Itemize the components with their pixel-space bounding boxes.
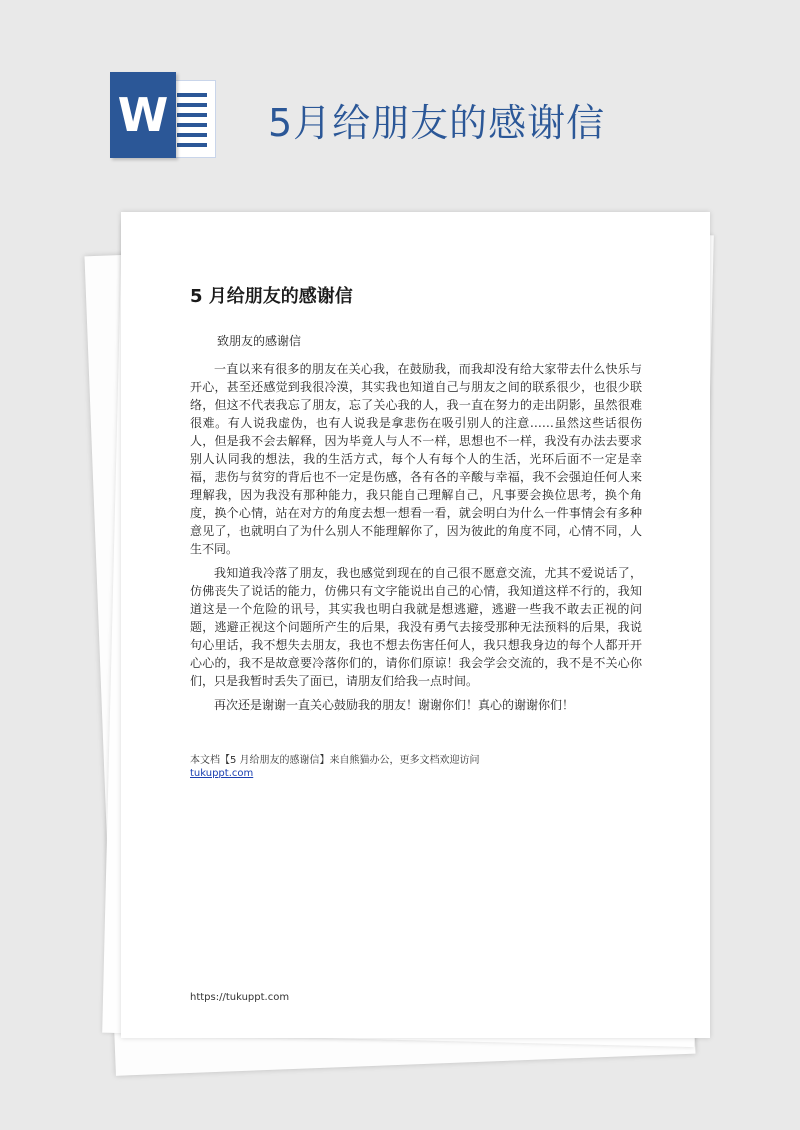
document-page — [121, 212, 710, 1038]
paragraph: 再次还是谢谢一直关心鼓励我的朋友！谢谢你们！真心的谢谢你们！ — [214, 698, 575, 712]
letter-body — [190, 360, 642, 720]
page-footer-url: https://tukuppt.com — [190, 992, 290, 1003]
source-note — [190, 754, 480, 780]
document-title: 5 月给朋友的感谢信 — [190, 286, 353, 307]
source-note-text: 本文档【5 月给朋友的感谢信】来自熊猫办公，更多文档欢迎访问 — [190, 755, 480, 766]
header-title: 5月给朋友的感谢信 — [268, 101, 606, 145]
source-link[interactable]: tukuppt.com — [190, 768, 254, 779]
word-badge: W — [110, 72, 176, 158]
paragraph: 一直以来有很多的朋友在关心我，在鼓励我，而我却没有给大家带去什么快乐与开心，甚至还感觉到我很冷漠，其实我也知道自己与朋友之间的联系很少，也很少联络，但这不代表我忘了朋友，忘了关心我的人，我一直在努力的走出阴影，虽然很难很难。有人说我虚伪，也有人说我是拿悲伤在吸引别人的注意……虽然这些话很伤人，但是我不会去解释，因为毕竟人与人不一样，思想也不一样，我没有办法去要求别人认同我的想法，我的生活方式，每个人有每个人的生活，光环后面不一定是幸福，悲伤与贫穷的背后也不一定是伤感，各有各的辛酸与幸福，我不会强迫任何人来理解我，因为我没有那种能力，我只能自己理解自己，凡事要会换位思考，换个角度，换个心情，站在对方的角度去想一想看一看，就会明白为什么一件事情会有多种意见了，也就明白了为什么别人不能理解你了，因为彼此的角度不同，心情不同，人生不同。 — [190, 362, 642, 556]
word-logo-icon — [110, 72, 216, 158]
paragraph: 我知道我冷落了朋友，我也感觉到现在的自己很不愿意交流，尤其不爱说话了，仿佛丧失了说话的能力，仿佛只有文字能说出自己的心情，我知道这样不行的，我知道这是一个危险的讯号，其实我也明白我就是想逃避，逃避一些我不敢去正视的问题，逃避正视这个问题所产生的后果，我没有勇气去接受那种无法预料的后果，我说句心里话，我不想失去朋友，我也不想去伤害任何人，我只想我身边的每个人都开开心心的，我不是故意要冷落你们的，请你们原谅！我会学会交流的，我不是不关心你们，只是我暂时丢失了面已，请朋友们给我一点时间。 — [190, 566, 642, 688]
salutation: 致朋友的感谢信 — [217, 334, 302, 348]
